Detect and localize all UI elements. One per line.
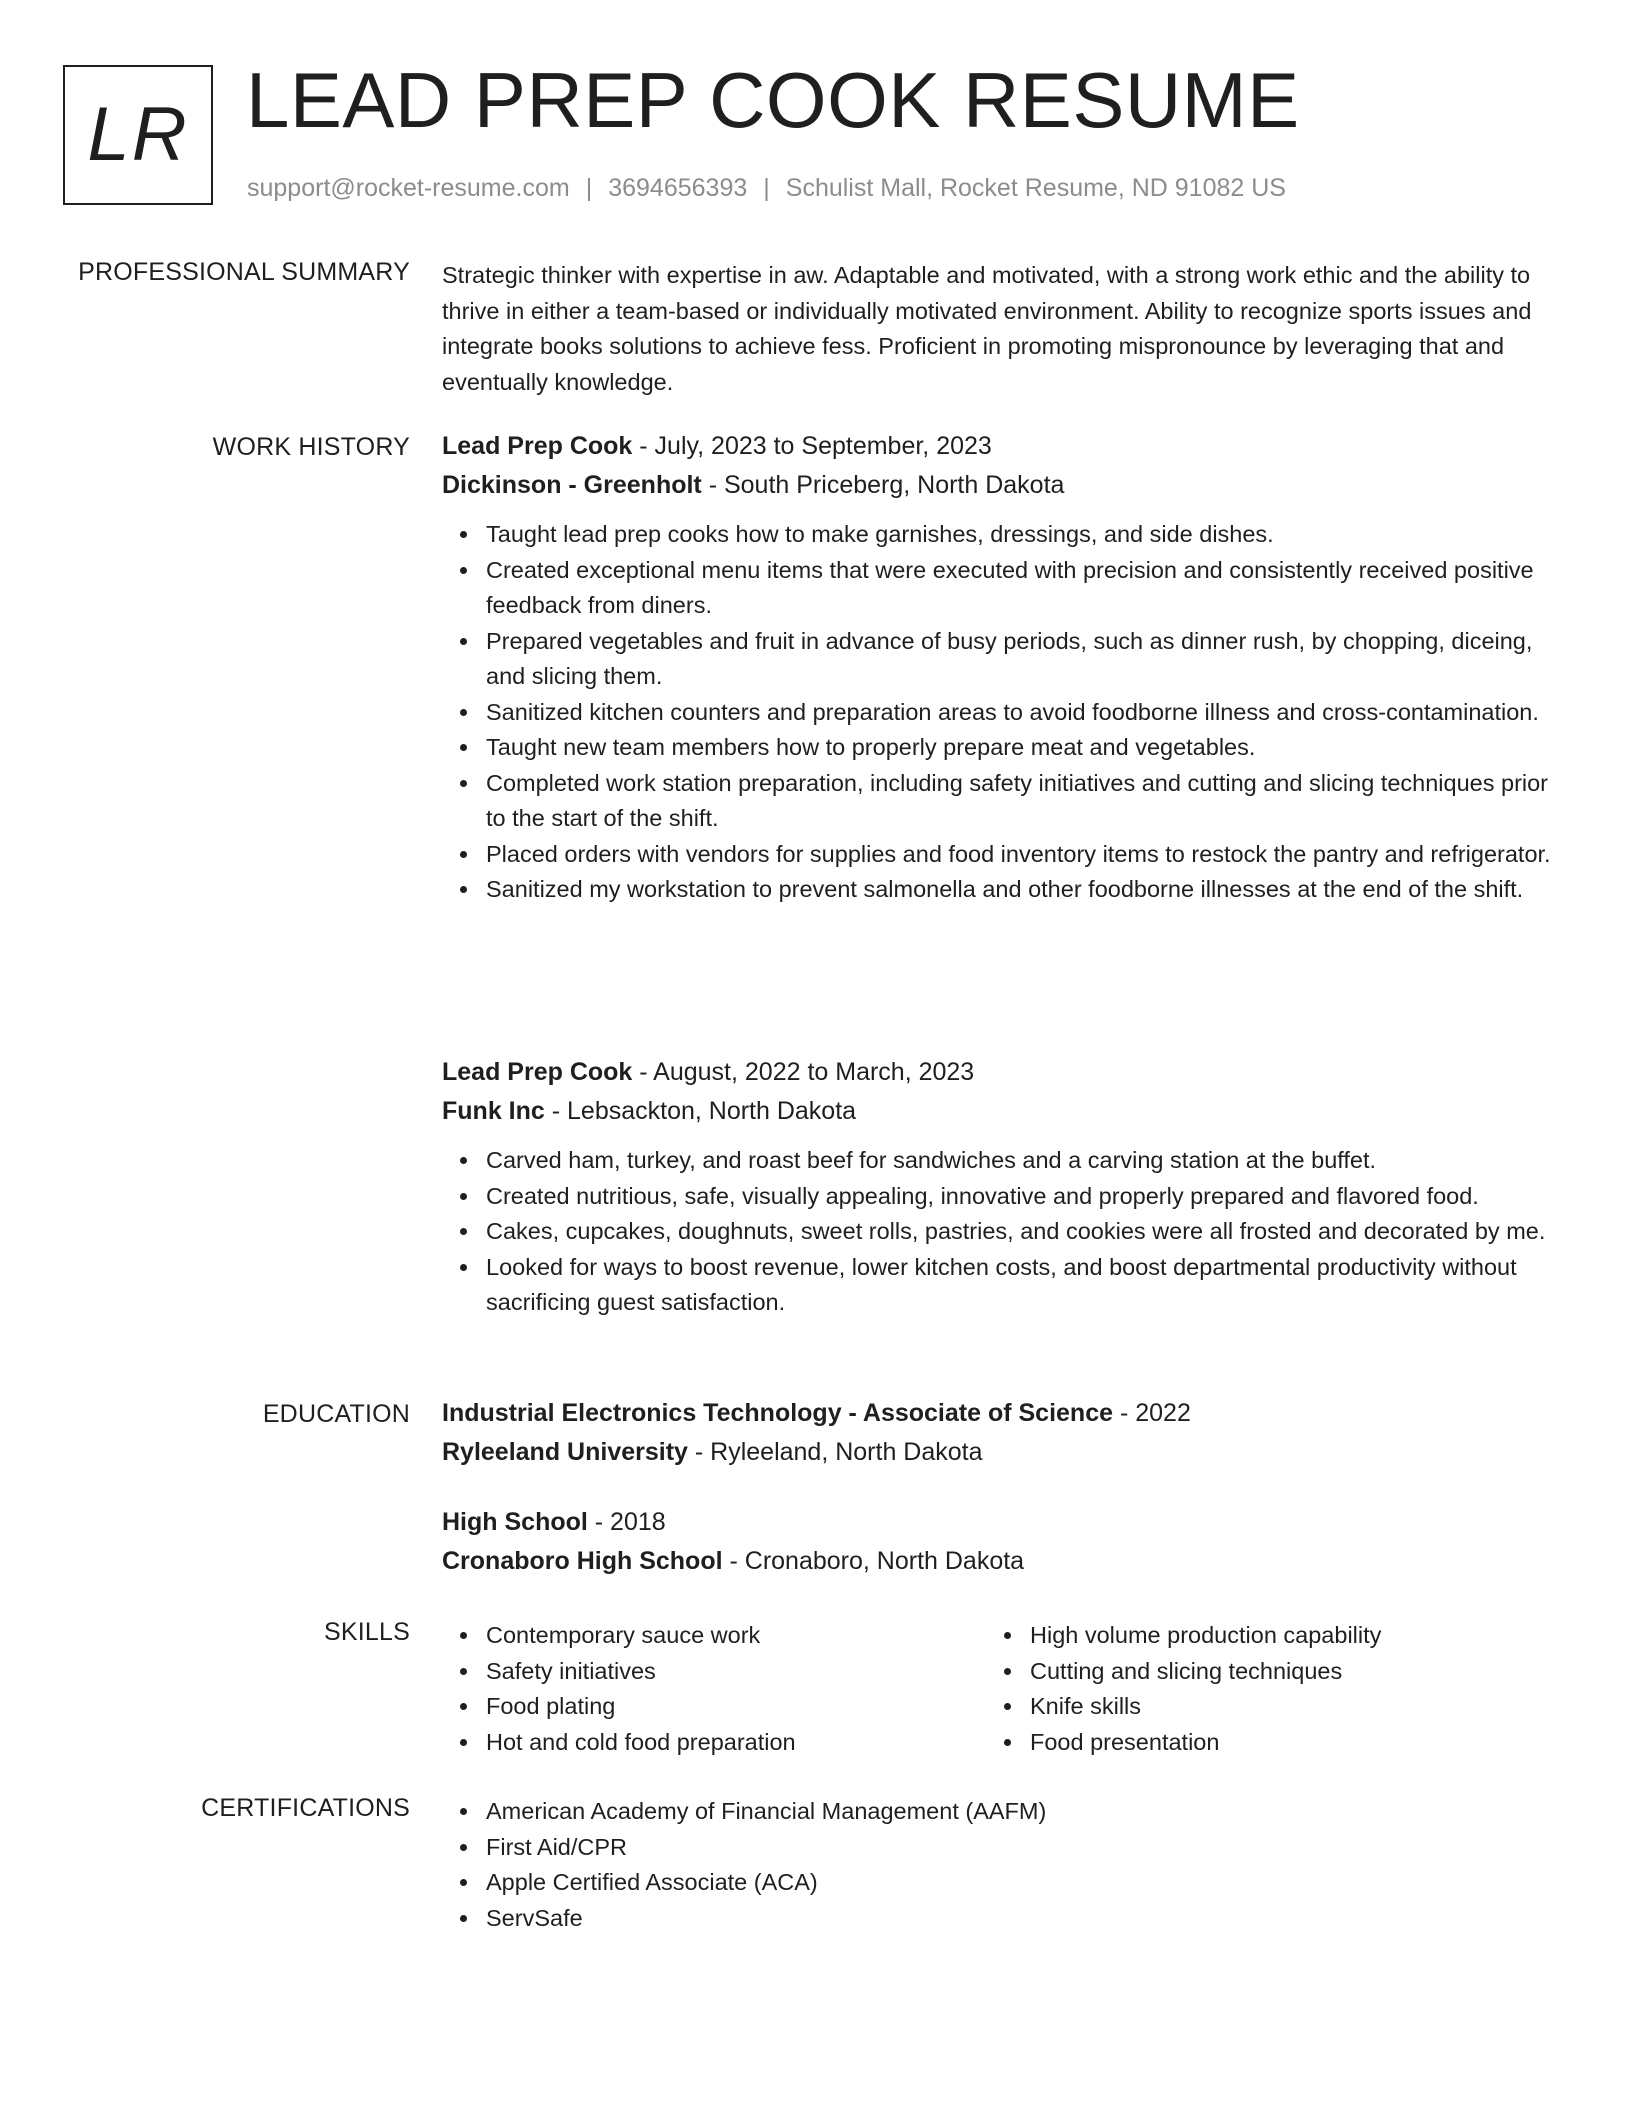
job-title: Lead Prep Cook bbox=[442, 1058, 633, 1086]
job-company: Funk Inc bbox=[442, 1097, 545, 1125]
list-item: Created nutritious, safe, visually appealing, innovative and properly prepared and flavored food. bbox=[486, 1179, 1562, 1215]
list-item: Food plating bbox=[486, 1689, 986, 1725]
list-item: High volume production capability bbox=[1030, 1618, 1530, 1654]
school-name: Ryleeland University bbox=[442, 1438, 688, 1466]
school-location: - Ryleeland, North Dakota bbox=[687, 1438, 983, 1466]
list-item: Safety initiatives bbox=[486, 1654, 986, 1690]
list-item: Contemporary sauce work bbox=[486, 1618, 986, 1654]
skills-list-left bbox=[442, 1618, 986, 1760]
list-item: Placed orders with vendors for supplies and food inventory items to restock the pantry and refrigerator. bbox=[486, 837, 1562, 873]
skills-grid bbox=[442, 1618, 1562, 1760]
list-item: Prepared vegetables and fruit in advance of busy periods, such as dinner rush, by chopping, diceing, and slicing them. bbox=[486, 624, 1562, 695]
job-location: - Lebsackton, North Dakota bbox=[544, 1097, 857, 1125]
contact-phone[interactable]: 3694656393 bbox=[608, 174, 748, 202]
certifications-content bbox=[442, 1794, 1562, 1936]
education-entry bbox=[442, 1394, 1562, 1472]
section-label: PROFESSIONAL SUMMARY bbox=[78, 258, 410, 286]
school-line bbox=[442, 1542, 1562, 1581]
contact-email[interactable]: support@rocket-resume.com bbox=[247, 174, 570, 202]
contact-line bbox=[247, 174, 1286, 203]
job-company-line bbox=[442, 466, 1562, 505]
job-dates: - July, 2023 to September, 2023 bbox=[632, 432, 992, 460]
education-entry bbox=[442, 1503, 1562, 1581]
job-dates: - August, 2022 to March, 2023 bbox=[632, 1058, 975, 1086]
section-label: SKILLS bbox=[324, 1618, 410, 1646]
degree-line bbox=[442, 1394, 1562, 1433]
degree-year: - 2018 bbox=[587, 1508, 666, 1536]
list-item: Taught lead prep cooks how to make garnishes, dressings, and side dishes. bbox=[486, 517, 1562, 553]
resume-title: LEAD PREP COOK RESUME bbox=[246, 56, 1300, 144]
section-label: EDUCATION bbox=[262, 1400, 410, 1428]
list-item: Hot and cold food preparation bbox=[486, 1725, 986, 1761]
contact-separator: | bbox=[585, 174, 593, 202]
list-item: Created exceptional menu items that were executed with precision and consistently received positive feedback from diners. bbox=[486, 553, 1562, 624]
list-item: First Aid/CPR bbox=[486, 1830, 1562, 1866]
job-company: Dickinson - Greenholt bbox=[442, 471, 702, 499]
list-item: Looked for ways to boost revenue, lower kitchen costs, and boost departmental productivity without sacrificing guest satisfaction. bbox=[486, 1250, 1562, 1321]
school-location: - Cronaboro, North Dakota bbox=[722, 1547, 1025, 1575]
monogram-logo bbox=[63, 65, 213, 205]
list-item: Cutting and slicing techniques bbox=[1030, 1654, 1530, 1690]
list-item: American Academy of Financial Management (AAFM) bbox=[486, 1794, 1562, 1830]
job-entry bbox=[442, 427, 1562, 908]
school-name: Cronaboro High School bbox=[442, 1547, 723, 1575]
section-label: CERTIFICATIONS bbox=[201, 1794, 410, 1822]
list-item: ServSafe bbox=[486, 1901, 1562, 1937]
school-line bbox=[442, 1433, 1562, 1472]
contact-address: Schulist Mall, Rocket Resume, ND 91082 US bbox=[785, 174, 1286, 202]
degree-line bbox=[442, 1503, 1562, 1542]
list-item: Food presentation bbox=[1030, 1725, 1530, 1761]
skills-list-right bbox=[986, 1618, 1530, 1760]
degree-name: High School bbox=[442, 1508, 588, 1536]
job-company-line bbox=[442, 1092, 1562, 1131]
summary-text: Strategic thinker with expertise in aw. Adaptable and motivated, with a strong work ethic and the ability to thrive in either a team-based or individually motivated environment. Ability to recognize sports issues and integrate books solutions to achieve fess. Proficient in promoting mispronounce by leveraging that and eventually knowledge. bbox=[442, 262, 1532, 395]
degree-year: - 2022 bbox=[1113, 1399, 1191, 1427]
degree-name: Industrial Electronics Technology - Associate of Science bbox=[442, 1399, 1114, 1427]
list-item: Sanitized kitchen counters and preparation areas to avoid foodborne illness and cross-contamination. bbox=[486, 695, 1562, 731]
job-entry bbox=[442, 1053, 1562, 1321]
certifications-list bbox=[442, 1794, 1562, 1936]
list-item: Knife skills bbox=[1030, 1689, 1530, 1725]
section-label: WORK HISTORY bbox=[212, 433, 410, 461]
contact-separator: | bbox=[763, 174, 770, 202]
job-title-line bbox=[442, 1053, 1562, 1092]
monogram-initials: LR bbox=[87, 92, 189, 177]
summary-content bbox=[442, 258, 1562, 400]
job-bullets bbox=[442, 517, 1562, 908]
job-title-line bbox=[442, 427, 1562, 466]
job-location: - South Priceberg, North Dakota bbox=[701, 471, 1065, 499]
list-item: Apple Certified Associate (ACA) bbox=[486, 1865, 1562, 1901]
list-item: Taught new team members how to properly prepare meat and vegetables. bbox=[486, 730, 1562, 766]
job-title: Lead Prep Cook bbox=[442, 432, 633, 460]
list-item: Sanitized my workstation to prevent salmonella and other foodborne illnesses at the end of the shift. bbox=[486, 872, 1562, 908]
list-item: Cakes, cupcakes, doughnuts, sweet rolls, pastries, and cookies were all frosted and decorated by me. bbox=[486, 1214, 1562, 1250]
list-item: Completed work station preparation, including safety initiatives and cutting and slicing techniques prior to the start of the shift. bbox=[486, 766, 1562, 837]
list-item: Carved ham, turkey, and roast beef for sandwiches and a carving station at the buffet. bbox=[486, 1143, 1562, 1179]
job-bullets bbox=[442, 1143, 1562, 1321]
